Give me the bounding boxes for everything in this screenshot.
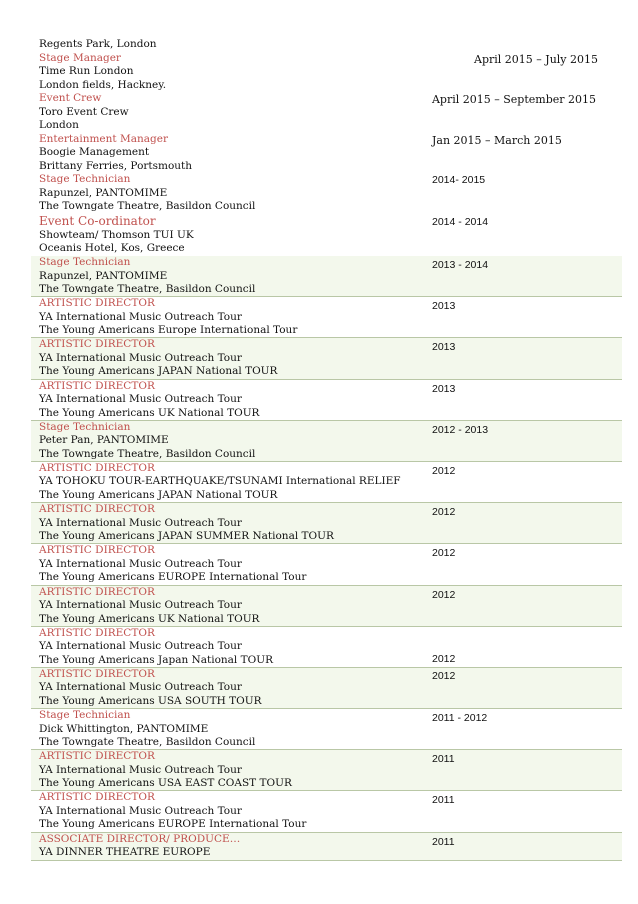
entry-detail-line: YA International Music Outreach Tour [39,599,242,611]
entry-detail-line: Boogie Management [39,146,150,158]
entry-date: 2012 - 2013 [432,423,489,436]
entry-role: Event Co-ordinator [39,213,156,228]
entry-date: 2012 [432,506,456,519]
entry-date: 2011 - 2012 [432,712,488,725]
table-row [31,791,622,832]
entry-date: 2012 [432,464,456,477]
entry-role: ARTISTIC DIRECTOR [39,461,155,474]
entry-detail-line: Rapunzel, PANTOMIME [39,186,168,199]
entry-role: Entertainment Manager [39,132,168,145]
table-row [31,833,622,861]
table-row [31,297,622,338]
table-row [31,586,622,627]
experience-entry [0,133,638,174]
entry-role: ARTISTIC DIRECTOR [39,585,155,598]
entry-role: ARTISTIC DIRECTOR [39,379,155,392]
entry-detail-line: YA International Music Outreach Tour [39,310,242,323]
entry-role: ARTISTIC DIRECTOR [39,544,155,557]
entry-date: 2012 [432,588,456,601]
table-row [31,750,622,791]
entry-role: Stage Technician [39,256,131,268]
entry-role: ARTISTIC DIRECTOR [39,297,155,310]
entry-role: Stage Manager [39,51,121,64]
table-row [31,668,622,709]
entry-detail-line: YA DINNER THEATRE EUROPE [39,846,211,859]
entry-date: 2012 [432,669,456,682]
entry-date: April 2015 – September 2015 [431,93,596,106]
entry-role: ARTISTIC DIRECTOR [39,791,155,804]
entry-role: Stage Technician [39,709,131,722]
entry-detail-line: London fields, Hackney. [39,78,167,91]
table-row [31,256,622,297]
entry-detail-line: The Young Americans EUROPE International Tour [39,571,307,584]
entry-date: 2013 - 2014 [432,259,489,271]
entry-date: 2013 [432,382,456,395]
entry-role: Stage Technician [39,173,131,185]
entry-role: Event Crew [39,92,102,104]
entry-date: 2012 [432,652,456,665]
entry-role: ARTISTIC DIRECTOR [39,626,155,639]
entry-date: April 2015 – July 2015 [474,52,598,66]
table-row [31,544,622,585]
entry-detail-line: The Young Americans EUROPE International Tour [39,818,307,831]
experience-entry [0,92,638,133]
entry-detail-line: The Towngate Theatre, Basildon Council [39,736,256,749]
entry-detail-line: The Young Americans UK National TOUR [39,612,260,625]
entry-date: 2013 [432,300,456,313]
entry-detail-line: The Towngate Theatre, Basildon Council [39,200,256,212]
entry-role: ARTISTIC DIRECTOR [39,338,155,351]
entry-detail-line: The Young Americans JAPAN National TOUR [39,365,278,378]
entry-detail-line: Oceanis Hotel, Kos, Greece [39,242,185,254]
entry-role: Stage Technician [39,420,131,433]
entry-detail-line: The Towngate Theatre, Basildon Council [39,447,256,460]
entry-role: ASSOCIATE DIRECTOR/ PRODUCE… [39,832,241,845]
entry-detail-line: The Young Americans JAPAN National TOUR [39,488,278,501]
entry-detail-line: Regents Park, London [39,38,157,50]
entry-detail-line: YA International Music Outreach Tour [39,804,242,817]
experience-table [31,256,622,861]
entry-detail-line: YA International Music Outreach Tour [39,393,242,406]
table-row [31,380,622,421]
experience-entry [0,52,638,93]
table-row [31,709,622,750]
entry-detail-line: London [39,119,79,131]
entry-role: ARTISTIC DIRECTOR [39,750,155,763]
entry-detail-line: YA International Music Outreach Tour [39,763,242,776]
entry-date: 2014 - 2014 [432,215,489,228]
entry-detail-line: The Young Americans USA SOUTH TOUR [39,694,262,707]
entry-detail-line: The Young Americans USA EAST COAST TOUR [39,777,292,790]
table-row [31,627,622,668]
experience-entry [0,173,638,214]
entry-detail-line: YA International Music Outreach Tour [39,516,242,529]
entry-date: 2011 [432,753,455,766]
entry-detail-line: Showteam/ Thomson TUI UK [39,228,194,241]
entry-date: 2012 [432,547,456,560]
entry-detail-line: The Towngate Theatre, Basildon Council [39,283,256,295]
table-row [31,421,622,462]
entry-detail-line: YA International Music Outreach Tour [39,557,242,570]
entry-detail-line: YA International Music Outreach Tour [39,640,242,653]
entry-role: ARTISTIC DIRECTOR [39,503,155,516]
entry-detail-line: The Young Americans Japan National TOUR [39,653,273,666]
entry-detail-line: YA International Music Outreach Tour [39,351,242,364]
entry-detail-line: The Young Americans Europe International Tour [39,324,298,337]
entry-detail-line: The Young Americans JAPAN SUMMER National TOUR [39,530,334,543]
entry-detail-line: Time Run London [39,65,134,77]
entry-date: Jan 2015 – March 2015 [432,133,562,147]
entry-detail-line: Brittany Ferries, Portsmouth [39,159,193,172]
experience-top-list [0,38,638,256]
entry-detail-line: Rapunzel, PANTOMIME [39,269,168,282]
entry-role: ARTISTIC DIRECTOR [39,667,155,680]
entry-detail-line: The Young Americans UK National TOUR [39,406,260,419]
entry-date: 2011 [432,835,455,848]
entry-date: 2011 [432,794,455,807]
entry-detail-line: Dick Whittington, PANTOMIME [39,722,209,735]
entry-detail-line: YA International Music Outreach Tour [39,681,242,694]
entry-detail-line: Toro Event Crew [39,105,129,118]
entry-detail-line: YA TOHOKU TOUR-EARTHQUAKE/TSUNAMI International RELIEF [39,475,401,488]
entry-detail-line: Peter Pan, PANTOMIME [39,434,169,447]
table-row [31,503,622,544]
experience-entry [0,214,638,256]
entry-date: 2013 [432,341,456,354]
table-row [31,462,622,503]
experience-entry [0,38,638,52]
table-row [31,338,622,379]
entry-date: 2014- 2015 [432,174,486,186]
